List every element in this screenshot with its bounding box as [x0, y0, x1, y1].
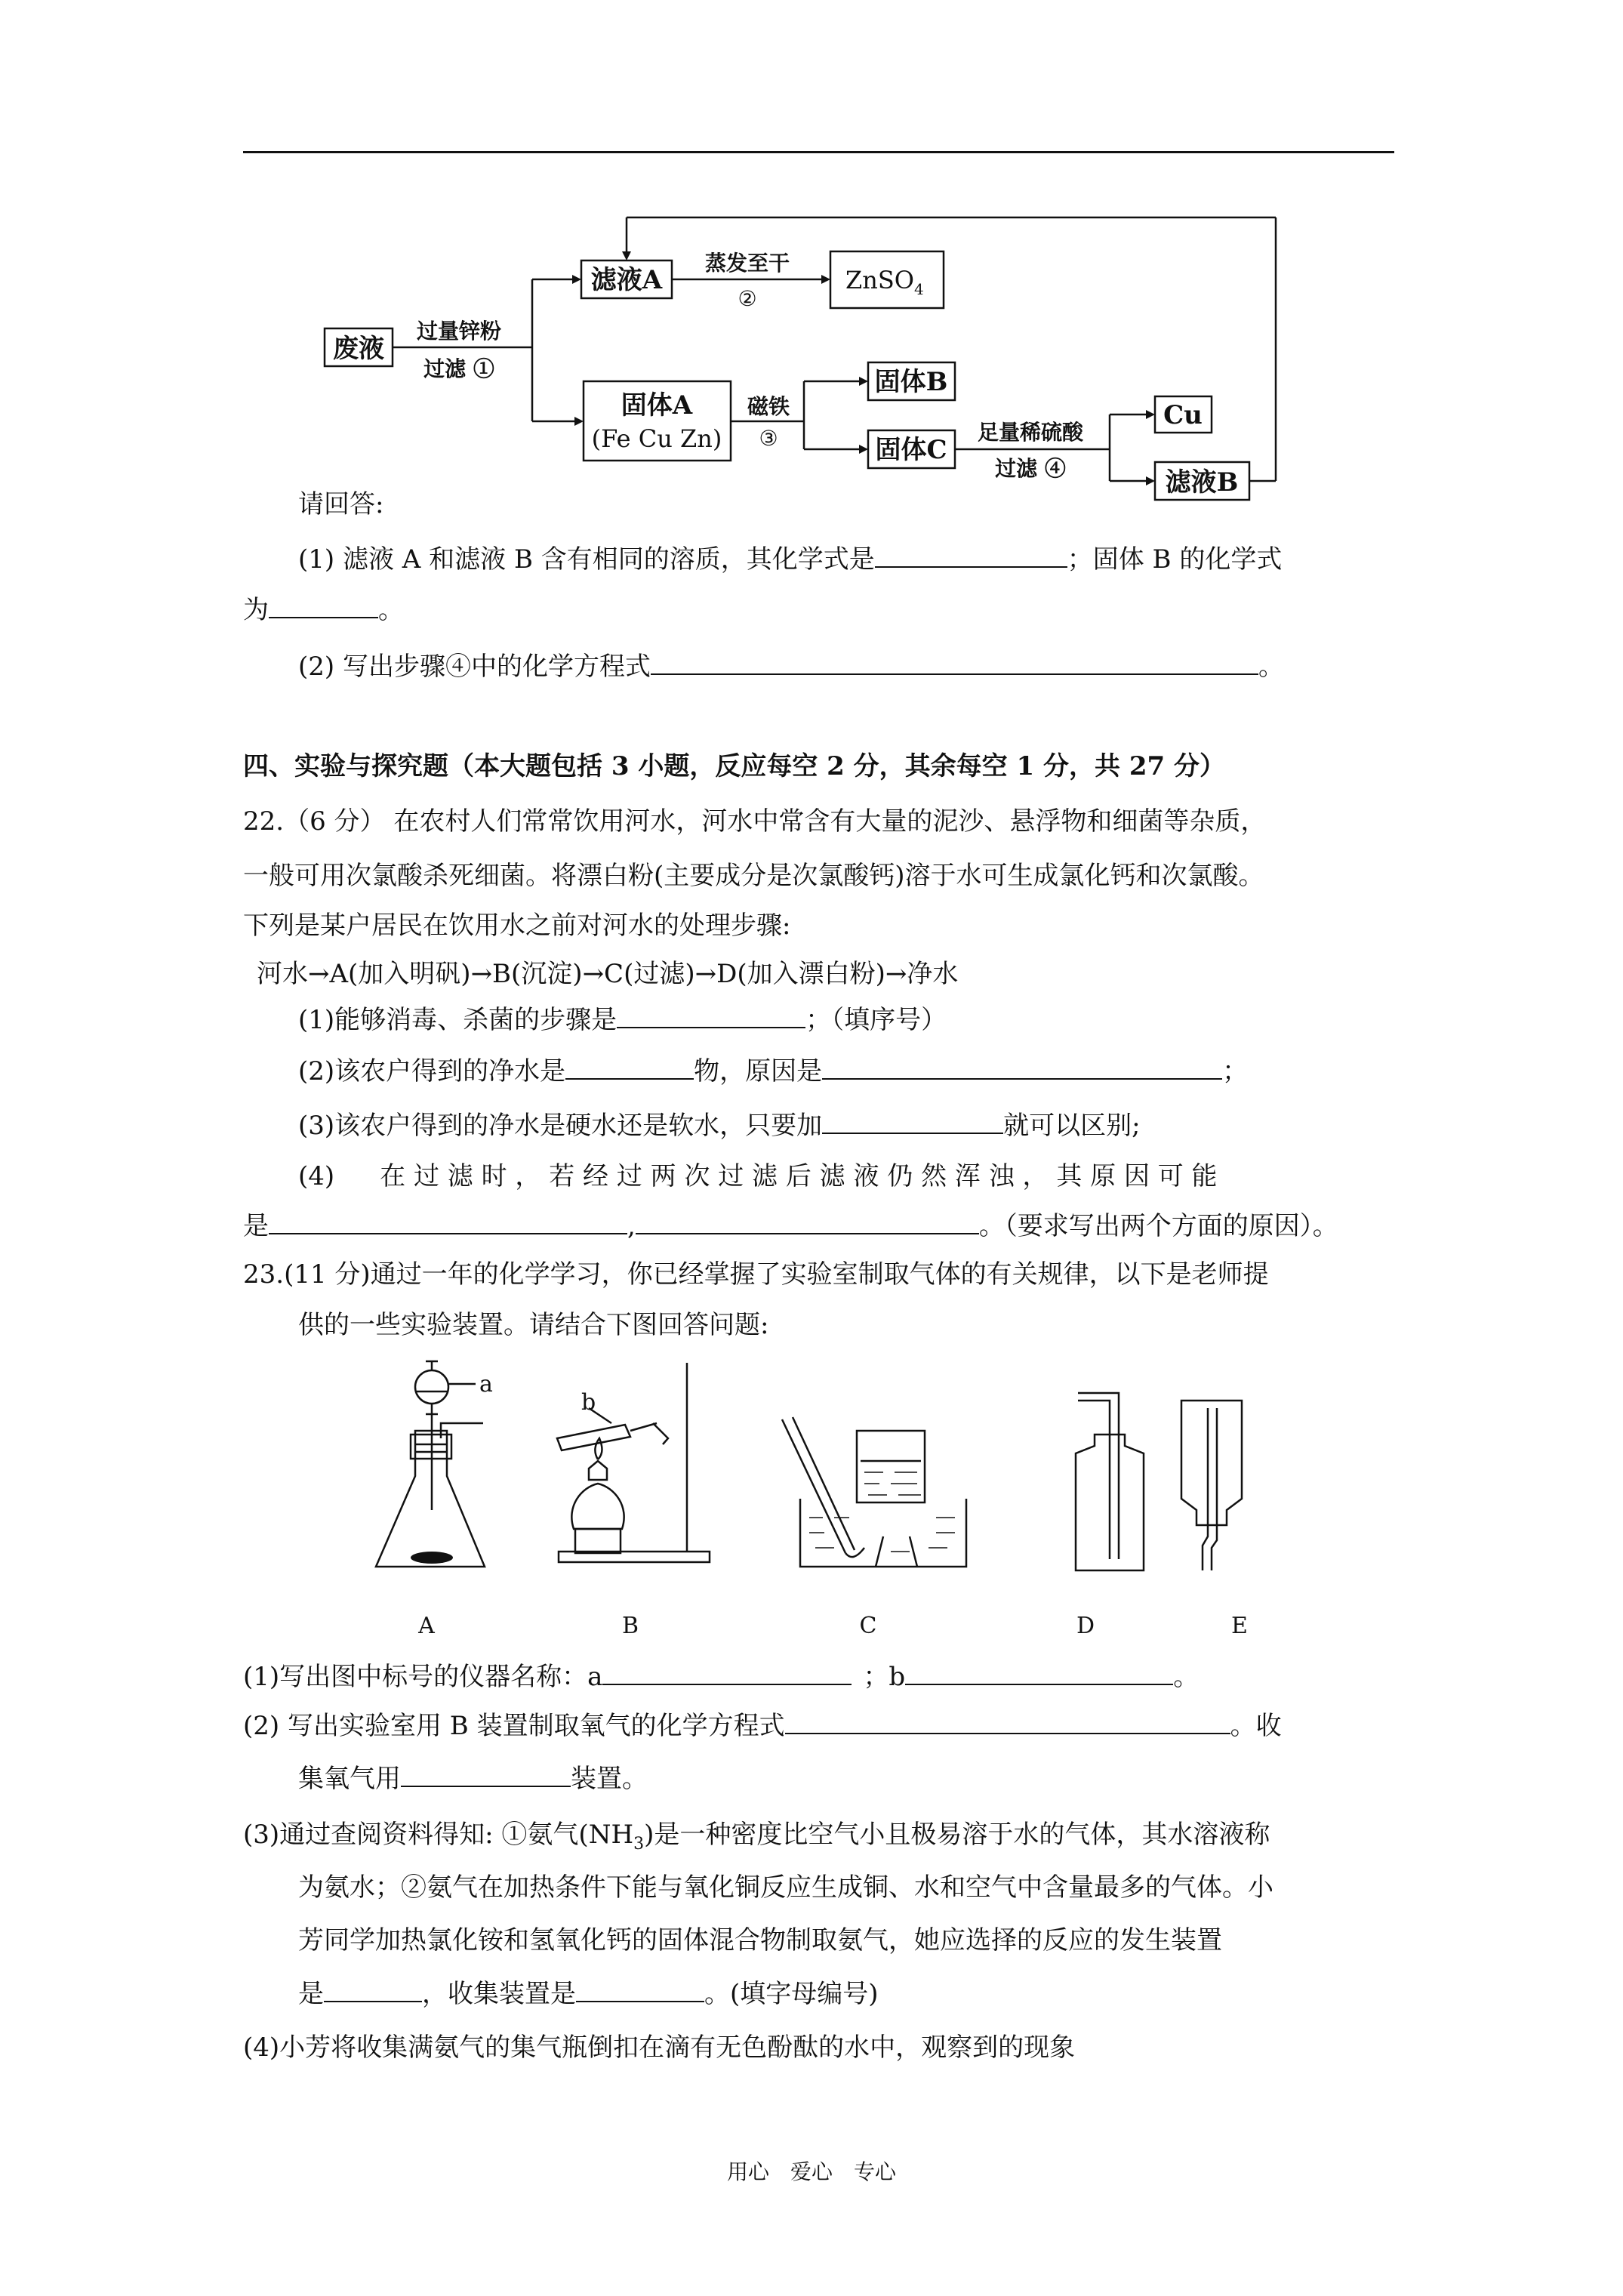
gas-collecting-bottle-e: [1181, 1401, 1242, 1525]
step2-operation: 蒸发至干: [704, 251, 790, 276]
q22-blank-disinfection-step[interactable]: [617, 1004, 805, 1028]
flask-solid-reactant: [411, 1552, 453, 1564]
inverted-gas-jar: [857, 1431, 925, 1502]
q23-line2: 供的一些实验装置。请结合下图回答问题:: [298, 1310, 769, 1340]
q22-process-steps: 河水→A(加入明矾)→B(沉淀)→C(过滤)→D(加入漂白粉)→净水: [257, 959, 959, 989]
q23-sub2-line2: 集氧气用 装置。: [298, 1764, 648, 1794]
q21-part2: (2) 写出步骤④中的化学方程式 。: [298, 652, 1284, 682]
q22-sub4-line1: (4) 在 过 滤 时 ， 若 经 过 两 次 过 滤 后 滤 液 仍 然 浑 浊 ， 其 原 因 可 能: [298, 1161, 1218, 1191]
step2-number: ②: [738, 286, 757, 311]
step3-number: ③: [759, 426, 778, 451]
caption-e: E: [1231, 1613, 1248, 1639]
apparatus-d: [1076, 1393, 1144, 1570]
q22-blank-substance-type[interactable]: [565, 1056, 694, 1080]
q22-sub1: (1)能够消毒、杀菌的步骤是 ；（填序号）: [298, 1005, 947, 1035]
lab-apparatus-figure: [362, 1348, 1306, 1650]
q21-blank-step4-equation[interactable]: [651, 651, 1258, 675]
step4-reagent: 足量稀硫酸: [977, 420, 1084, 445]
cu-label: Cu: [1163, 400, 1203, 430]
solid-a-label: 固体A: [621, 390, 693, 421]
q22-sub4-line2: 是 , 。（要求写出两个方面的原因）。: [243, 1211, 1338, 1241]
solid-b-label: 固体B: [874, 367, 948, 397]
apparatus-c: [782, 1417, 966, 1567]
section4-title: 四、实验与探究题（本大题包括 3 小题，反应每空 2 分，其余每空 1 分，共 27 分）: [243, 751, 1225, 781]
solid-a-composition: (Fe Cu Zn): [591, 424, 722, 453]
filtrate-a-label: 滤液A: [590, 265, 663, 295]
step1-reagent: 过量锌粉: [416, 319, 502, 344]
page-footer: 用心 爱心 专心: [726, 2159, 896, 2184]
q22-sub2: (2)该农户得到的净水是 物，原因是 ；: [298, 1056, 1249, 1086]
q22-blank-turbid-reason-2[interactable]: [636, 1210, 979, 1234]
bottle-e-tube: [1203, 1408, 1208, 1570]
alcohol-lamp-wick: [589, 1461, 607, 1480]
q23-blank-instrument-b[interactable]: [905, 1661, 1173, 1685]
q23-blank-generation-apparatus[interactable]: [324, 1978, 422, 2002]
filtrate-b-label: 滤液B: [1165, 467, 1239, 498]
caption-c: C: [859, 1613, 877, 1639]
q22-line1: 22.（6 分） 在农村人们常常饮用河水，河水中常含有大量的泥沙、悬浮物和细菌等杂质，: [243, 806, 1267, 837]
q21-blank-solute-formula[interactable]: [875, 544, 1067, 568]
test-tube: [557, 1425, 630, 1450]
q23-blank-oxygen-collection[interactable]: [401, 1763, 571, 1787]
q22-sub3: (3)该农户得到的净水是硬水还是软水，只要加 就可以区别;: [298, 1111, 1141, 1141]
caption-b: B: [621, 1613, 639, 1639]
apparatus-b: [557, 1363, 710, 1562]
q23-blank-oxygen-equation[interactable]: [785, 1710, 1230, 1734]
step1-operation: 过滤 ①: [423, 356, 494, 381]
q23-sub1: (1)写出图中标号的仪器名称：a ；b 。: [243, 1662, 1200, 1692]
q22-line3: 下列是某户居民在饮用水之前对河水的处理步骤:: [243, 911, 791, 941]
q22-blank-turbid-reason-1[interactable]: [269, 1210, 627, 1234]
header-rule: [243, 151, 1394, 153]
q23-sub3-line2: 为氨水；②氨气在加热条件下能与氧化铜反应生成铜、水和空气中含量最多的气体。小: [298, 1872, 1273, 1903]
q22-blank-reagent[interactable]: [822, 1110, 1003, 1134]
q21-intro: 请回答:: [298, 489, 384, 519]
q23-line1: 23.(11 分)通过一年的化学学习，你已经掌握了实验室制取气体的有关规律，以下是老师提: [243, 1259, 1269, 1290]
q21-part1-line1: (1) 滤液 A 和滤液 B 含有相同的溶质，其化学式是 ；固体 B 的化学式: [298, 544, 1283, 575]
apparatus-e: [1181, 1401, 1242, 1570]
q21-blank-solid-b-formula[interactable]: [269, 594, 378, 618]
q23-sub2-line1: (2) 写出实验室用 B 装置制取氧气的化学方程式 。收: [243, 1711, 1282, 1741]
step3-operation: 磁铁: [747, 394, 790, 419]
alcohol-lamp: [571, 1484, 624, 1529]
process-flowchart: [317, 204, 1298, 506]
clamp: [653, 1423, 668, 1444]
label-a: a: [479, 1371, 493, 1398]
label-b: b: [581, 1389, 596, 1416]
separatory-funnel-bulb: [415, 1370, 448, 1404]
wooden-block: [575, 1529, 621, 1553]
q21-part1-line2: 为 。: [243, 595, 404, 625]
bottle-d-tube: [1078, 1401, 1110, 1559]
q22-blank-reason[interactable]: [822, 1056, 1222, 1080]
caption-a: A: [418, 1613, 435, 1639]
caption-d: D: [1076, 1613, 1095, 1639]
q22-line2: 一般可用次氯酸杀死细菌。将漂白粉(主要成分是次氯酸钙)溶于水可生成氯化钙和次氯酸。: [243, 861, 1264, 891]
solid-c-label: 固体C: [875, 435, 947, 465]
q23-blank-collection-apparatus[interactable]: [576, 1978, 704, 2002]
apparatus-a: [376, 1361, 485, 1567]
q23-sub3-line1: (3)通过查阅资料得知: ①氨气$(NH_3)$是一种密度比空气小且极易溶于水的气体，其水溶液称: [243, 1820, 1270, 1854]
q23-sub4: (4)小芳将收集满氨气的集气瓶倒扣在滴有无色酚酞的水中，观察到的现象: [243, 2032, 1076, 2063]
q23-blank-instrument-a[interactable]: [602, 1661, 852, 1685]
q23-sub3-line4: 是 ，收集装置是 。(填字母编号): [298, 1979, 879, 2009]
znso4-label: ZnSO$_4$: [845, 266, 924, 298]
step4-operation: 过滤 ④: [995, 456, 1066, 481]
q23-sub3-line3: 芳同学加热氯化铵和氢氧化钙的固体混合物制取氨气，她应选择的反应的发生装置: [298, 1925, 1222, 1955]
waste-liquid-label: 废液: [333, 334, 384, 364]
